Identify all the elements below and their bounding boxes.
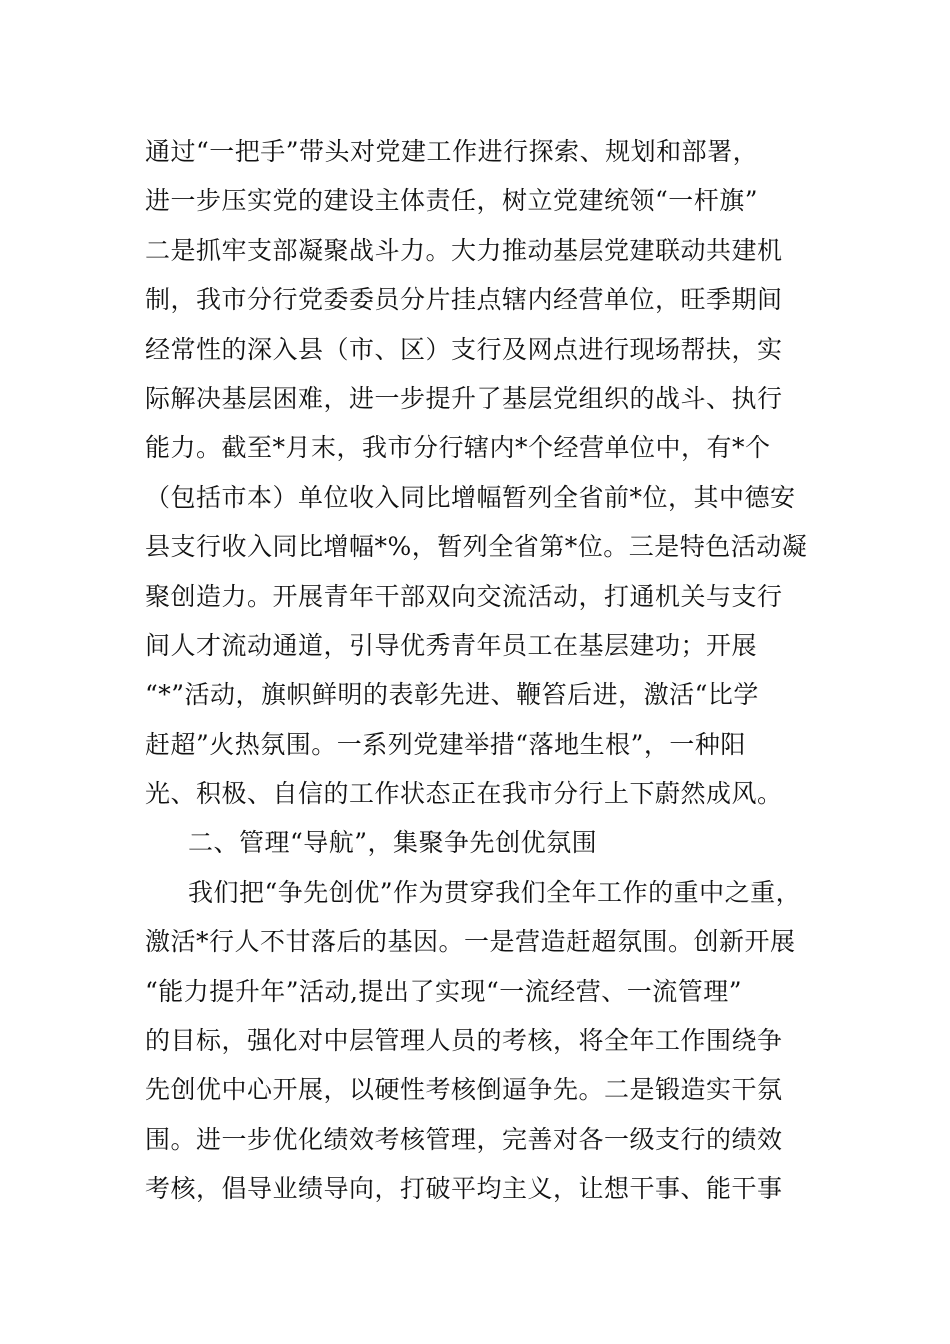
text-line: 能力。截至*月末，我市分行辖内*个经营单位中，有*个 [145, 433, 771, 463]
text-line: “能力提升年”活动,提出了实现“一流经营、一流管理” [145, 976, 743, 1006]
section-heading: 二、管理“导航”，集聚争先创优氛围 [188, 828, 598, 858]
text-line: 通过“一把手”带头对党建工作进行探索、规划和部署， [145, 137, 759, 166]
text-line: 二是抓牢支部凝聚战斗力。大力推动基层党建联动共建机 [145, 235, 783, 265]
text-line: 围。进一步优化绩效考核管理，完善对各一级支行的绩效 [145, 1124, 783, 1154]
text-line: 经常性的深入县（市、区）支行及网点进行现场帮扶，实 [145, 334, 783, 364]
text-line: 赶超”火热氛围。一系列党建举措“落地生根”，一种阳 [145, 729, 746, 759]
text-line: 制，我市分行党委委员分片挂点辖内经营单位，旺季期间 [145, 285, 783, 315]
text-line: 光、积极、自信的工作状态正在我市分行上下蔚然成风。 [145, 779, 783, 809]
text-line: 间人才流动通道，引导优秀青年员工在基层建功；开展 [145, 630, 758, 660]
text-line: 先创优中心开展，以硬性考核倒逼争先。二是锻造实干氛 [145, 1075, 783, 1105]
text-line: “*”活动，旗帜鲜明的表彰先进、鞭笞后进，激活“比学 [145, 680, 759, 710]
text-line: （包括市本）单位收入同比增幅暂列全省前*位，其中德安 [145, 482, 796, 512]
text-line: 的目标，强化对中层管理人员的考核，将全年工作围绕争 [145, 1026, 783, 1056]
body-text [0, 127, 950, 1214]
text-line: 际解决基层困难，进一步提升了基层党组织的战斗、执行 [145, 383, 783, 413]
text-line: 激活*行人不甘落后的基因。一是营造赶超氛围。创新开展 [145, 927, 796, 957]
text-line: 进一步压实党的建设主体责任，树立党建统领“一杆旗” [145, 186, 759, 216]
text-line: 聚创造力。开展青年干部双向交流活动，打通机关与支行 [145, 581, 783, 611]
text-line: 县支行收入同比增幅*%，暂列全省第*位。三是特色活动凝 [145, 532, 808, 562]
paragraph-first-line: 我们把“争先创优”作为贯穿我们全年工作的重中之重， [188, 877, 802, 907]
text-line: 考核，倡导业绩导向，打破平均主义，让想干事、能干事 [145, 1174, 783, 1204]
